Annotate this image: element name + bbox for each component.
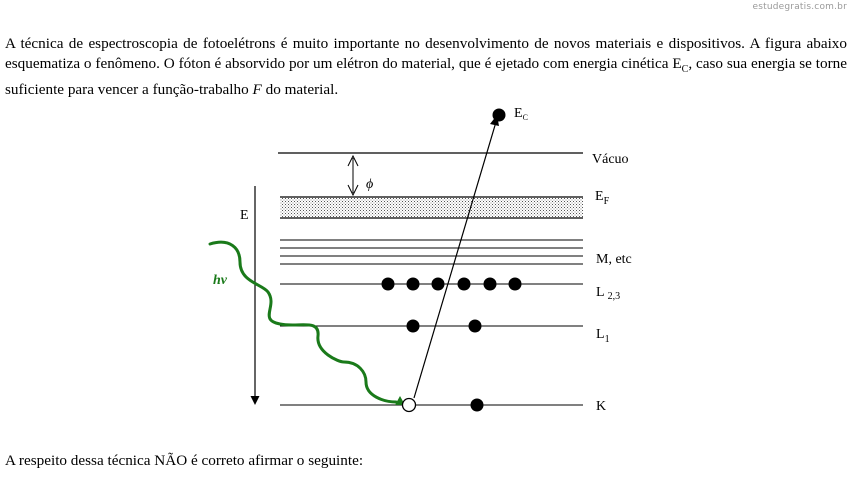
k-hole xyxy=(403,399,416,412)
energy-axis-label: E xyxy=(240,208,249,223)
electron-l1-1 xyxy=(407,320,420,333)
electron-l23-2 xyxy=(407,278,420,291)
electron-l23-6 xyxy=(509,278,522,291)
electron-l1-2 xyxy=(469,320,482,333)
intro-text-1: A técnica de espectroscopia de fotoelétrons é muito importante no desenvolvimento de novos materiais e dispositivos. A figura abaixo esquematiza o fenômeno. O fóton é absorvido por um elétron do material, que é ejetado com energia cinética E xyxy=(5,35,847,72)
fermi-band xyxy=(280,197,583,218)
electron-trajectory xyxy=(414,122,496,398)
l1-label: $L_1$ xyxy=(596,327,610,345)
watermark: estudegratis.com.br xyxy=(752,2,847,12)
ef-label: $E_F$ xyxy=(595,189,610,207)
phi-label: ϕ xyxy=(366,177,374,192)
photon-label: hν xyxy=(213,273,227,288)
photon-wave xyxy=(210,242,396,402)
electron-l23-1 xyxy=(382,278,395,291)
electron-l23-4 xyxy=(458,278,471,291)
l23-label: L $_{2,3}$ xyxy=(596,285,621,302)
intro-text-2: , caso sua energia se torne suficiente para vencer a função-trabalho xyxy=(5,55,847,99)
intro-ec-sub: C xyxy=(681,64,689,76)
intro-text-3: do material. xyxy=(261,81,339,99)
energy-axis-arrowhead xyxy=(251,396,260,405)
vacuum-label: Vácuo xyxy=(592,152,629,167)
question-prompt: A respeito dessa técnica NÃO é correto afirmar o seguinte: xyxy=(5,452,364,469)
electron-l23-5 xyxy=(484,278,497,291)
electron-k-1 xyxy=(471,399,484,412)
electron-l23-3 xyxy=(432,278,445,291)
ejected-electron xyxy=(493,109,506,122)
m-label: M, etc xyxy=(596,252,632,267)
k-label: K xyxy=(596,399,607,414)
ec-label: $E_C$ xyxy=(514,106,528,122)
intro-f-symbol: F xyxy=(252,81,262,99)
